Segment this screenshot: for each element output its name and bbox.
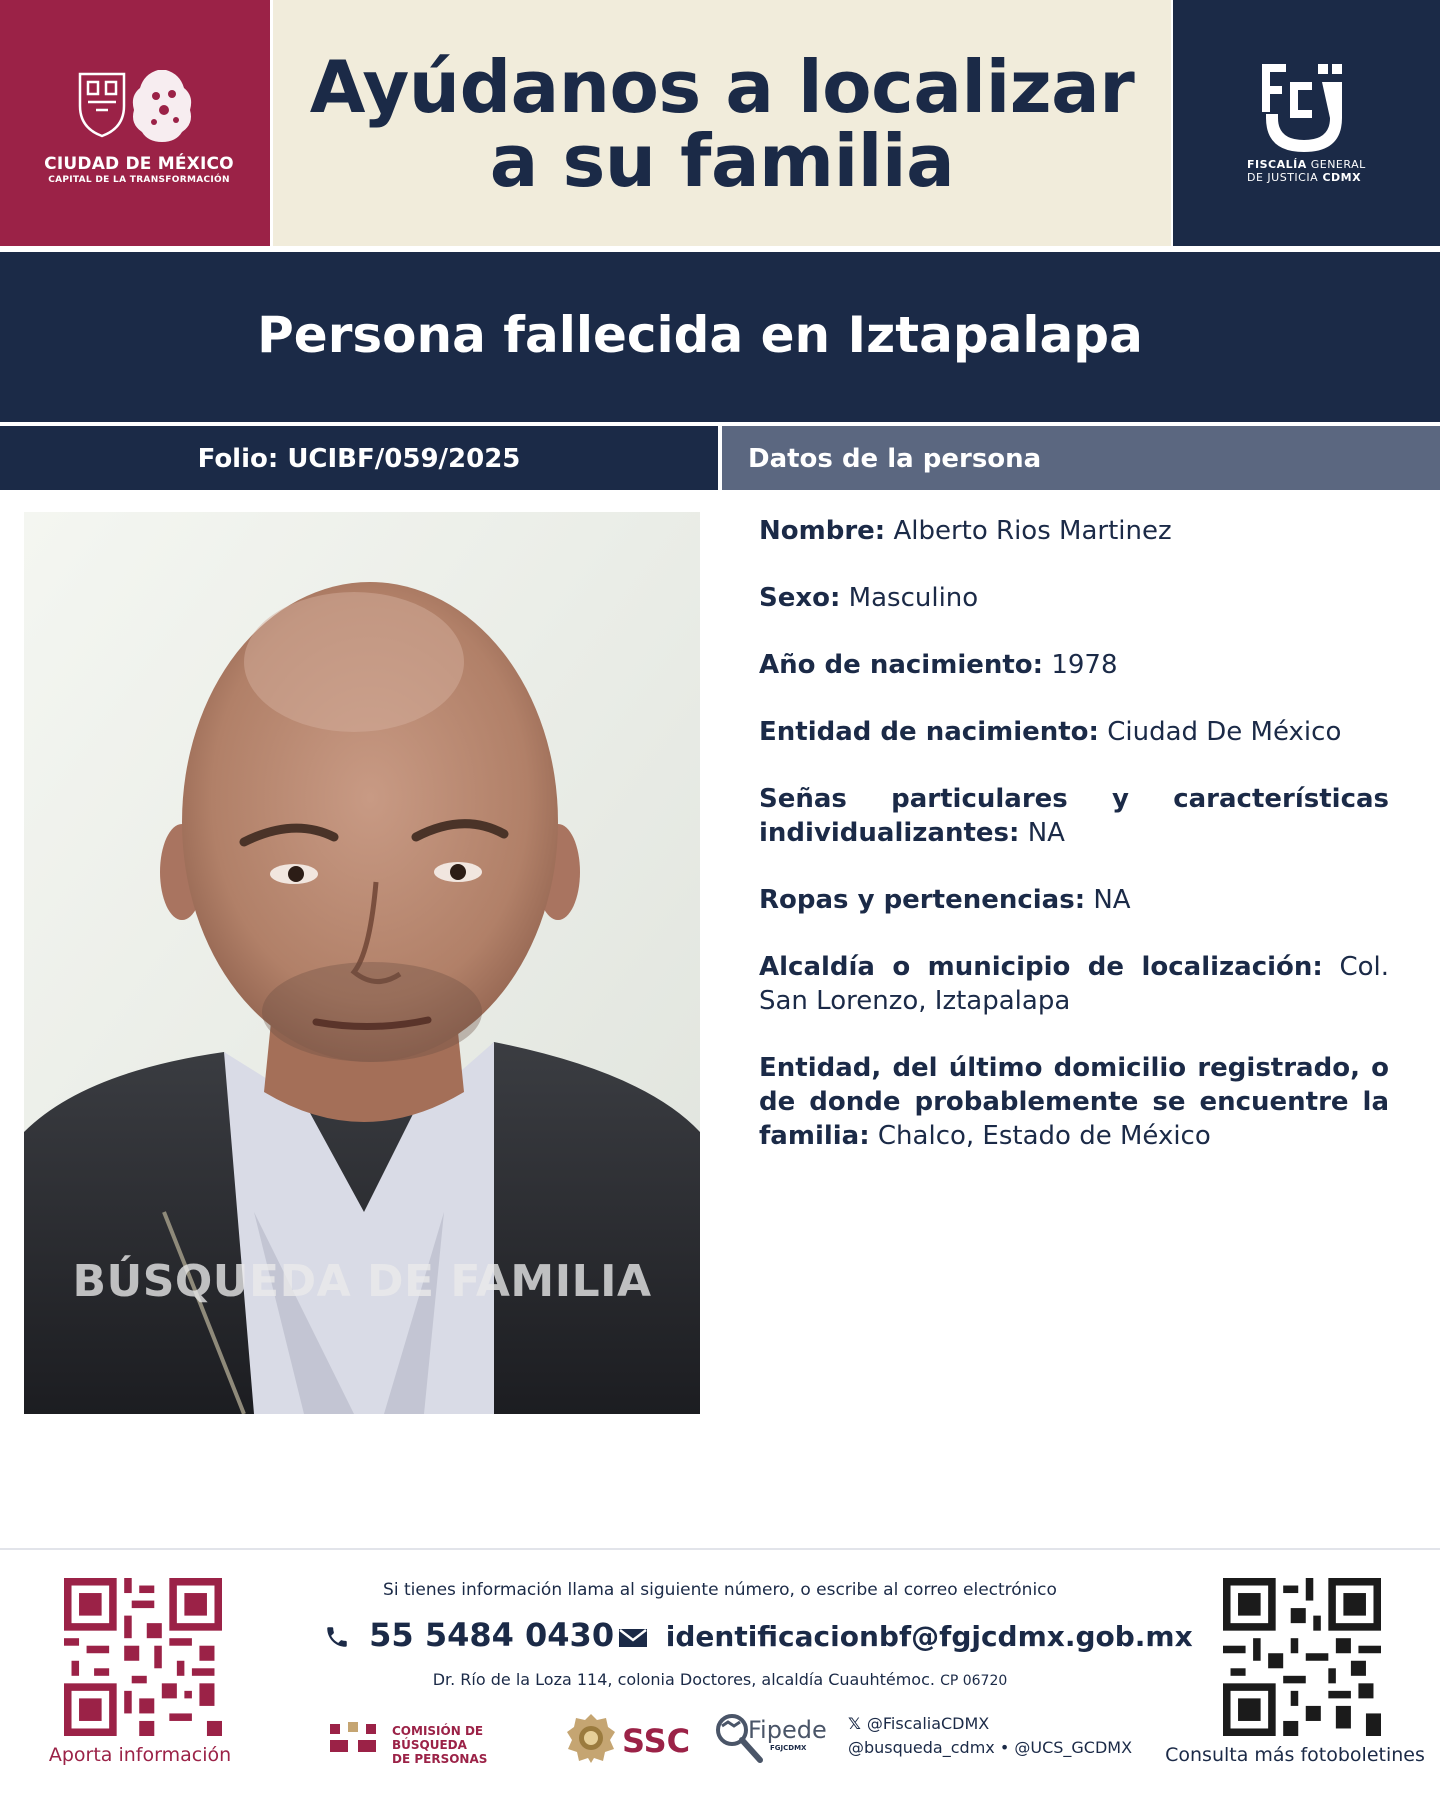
field-value: NA <box>1093 885 1131 915</box>
cdmx-emblem-icon <box>76 66 200 146</box>
fipede-logo <box>714 1712 827 1766</box>
field-label: Entidad de nacimiento: <box>759 717 1099 747</box>
field-label: Ropas y pertenencias: <box>759 885 1086 915</box>
page-title <box>273 45 1171 203</box>
field-value: 1978 <box>1051 650 1118 680</box>
field-value: Col. San Lorenzo, Iztapalapa <box>759 952 1389 1016</box>
field-ultimo-domicilio <box>759 1051 1389 1153</box>
email-address[interactable] <box>618 1620 1193 1653</box>
photo-watermark: BÚSQUEDA DE FAMILIA <box>72 1256 652 1307</box>
field-label: Nombre: <box>759 516 886 546</box>
fipede-subtext: FGJCDMX <box>770 1744 807 1752</box>
ssc-badge-icon <box>566 1712 616 1764</box>
cbp-text: COMISIÓN DE BÚSQUEDA DE PERSONAS <box>392 1724 488 1766</box>
datos-bar <box>722 426 1440 490</box>
field-anio-nacimiento <box>759 648 1389 682</box>
cdmx-logo-panel <box>0 0 270 246</box>
field-sexo <box>759 581 1389 615</box>
field-value: Alberto Rios Martinez <box>893 516 1172 546</box>
field-label: Señas particulares y características individualizantes: <box>759 784 1389 848</box>
field-value: NA <box>1027 818 1065 848</box>
x-logo-icon: 𝕏 <box>848 1714 861 1733</box>
header <box>0 0 1440 246</box>
contact-intro: Si tienes información llama al siguiente número, o escribe al correo electrónico <box>383 1580 1057 1600</box>
x-handle[interactable]: 𝕏 @FiscaliaCDMX <box>848 1714 990 1733</box>
field-nombre <box>759 514 1389 548</box>
qr-code-fotoboletines-icon[interactable] <box>1221 1578 1383 1736</box>
field-label: Sexo: <box>759 583 841 613</box>
social-handles <box>848 1712 1132 1760</box>
field-value: Masculino <box>848 583 979 613</box>
qr-right-caption: Consulta más fotoboletines <box>1165 1744 1425 1766</box>
phone-icon <box>324 1622 350 1652</box>
field-value: Ciudad De México <box>1107 717 1342 747</box>
field-entidad-nacimiento <box>759 715 1389 749</box>
phone-text: 55 5484 0430 <box>369 1616 615 1654</box>
footer-divider <box>0 1548 1440 1550</box>
case-banner <box>0 252 1440 422</box>
title-line-2: a su familia <box>489 119 955 203</box>
qr-left-caption: Aporta información <box>48 1744 232 1766</box>
ssc-text: SSC <box>622 1722 691 1760</box>
field-senas-particulares <box>759 782 1389 850</box>
office-address: Dr. Río de la Loza 114, colonia Doctores, alcaldía Cuauhtémoc. CP 06720 <box>432 1670 1008 1689</box>
comision-busqueda-logo <box>328 1718 538 1766</box>
field-label: Entidad, del último domicilio registrado, o de donde probablemente se encuentre la familia: <box>759 1053 1389 1151</box>
cdmx-subtitle: CAPITAL DE LA TRANSFORMACIÓN <box>48 175 230 185</box>
folio-bar <box>0 426 718 490</box>
ssc-logo <box>566 1712 691 1764</box>
title-line-1: Ayúdanos a localizar <box>309 45 1135 129</box>
fipede-text: Fipede <box>748 1716 827 1744</box>
title-panel <box>273 0 1171 246</box>
mail-icon <box>618 1627 648 1649</box>
fgj-logo-panel <box>1173 0 1440 246</box>
datos-heading: Datos de la persona <box>748 444 1042 474</box>
fgj-name: FISCALÍA GENERAL DE JUSTICIA CDMX <box>1247 158 1366 184</box>
cbp-icon <box>328 1718 382 1758</box>
field-label: Año de nacimiento: <box>759 650 1044 680</box>
phone-number[interactable] <box>324 1616 614 1654</box>
qr-code-aporta-icon[interactable] <box>64 1578 222 1736</box>
case-title: Persona fallecida en Iztapalapa <box>257 306 1143 364</box>
fgj-logo-icon <box>1262 62 1346 156</box>
field-alcaldia-localizacion <box>759 950 1389 1018</box>
person-photo <box>24 512 700 1414</box>
other-handles[interactable]: @busqueda_cdmx • @UCS_GCDMX <box>848 1738 1133 1757</box>
field-value: Chalco, Estado de México <box>877 1121 1211 1151</box>
folio-number: Folio: UCIBF/059/2025 <box>197 444 521 474</box>
email-text: identificacionbf@fgjcdmx.gob.mx <box>665 1620 1193 1653</box>
field-label: Alcaldía o municipio de localización: <box>759 952 1323 982</box>
cdmx-name: CIUDAD DE MÉXICO <box>44 154 234 174</box>
field-ropas <box>759 883 1389 917</box>
person-details <box>759 514 1389 1186</box>
